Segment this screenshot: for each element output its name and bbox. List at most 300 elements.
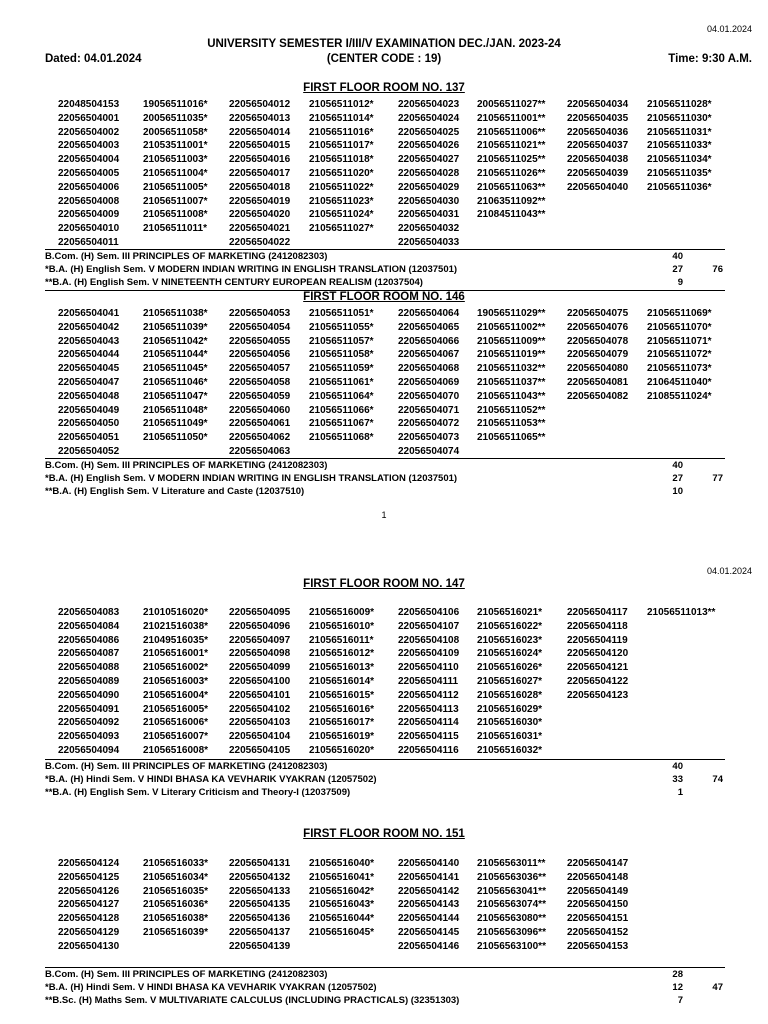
roll-number: 21056511018* xyxy=(309,154,374,166)
roll-number: 21056511001** xyxy=(477,112,546,124)
roll-number: 21056511030* xyxy=(647,112,712,124)
roll-number: 21056511002** xyxy=(477,321,546,333)
roll-number: 20056511035* xyxy=(143,112,208,124)
roll-number: 22056504012 xyxy=(229,99,291,110)
roll-number: 21085511024* xyxy=(647,390,712,402)
roll-number: 21056516005* xyxy=(143,703,209,715)
roll-number: 22056504021 xyxy=(229,223,291,235)
room-total: 76 xyxy=(712,264,723,275)
roll-number: 20056511058* xyxy=(143,126,208,138)
roll-number: 21056516006* xyxy=(143,717,209,729)
roll-number: 22056504089 xyxy=(58,675,120,687)
course-count: 40 xyxy=(672,251,683,262)
roll-number: 21056516027* xyxy=(477,675,543,687)
roll-number: 22056504038 xyxy=(567,154,629,166)
roll-number: 21056511011* xyxy=(143,223,207,235)
roll-number: 21056511057* xyxy=(309,335,374,347)
roll-number: 22056504049 xyxy=(58,404,120,416)
roll-number: 21056516009* xyxy=(309,607,375,618)
course-count: 27 xyxy=(672,473,683,484)
roll-number: 22056504105 xyxy=(229,744,291,756)
roll-number: 21056511008* xyxy=(143,209,208,221)
roll-number: 21056511051* xyxy=(309,308,374,319)
roll-number: 22056504110 xyxy=(398,662,459,674)
roll-number: 22056504059 xyxy=(229,390,291,402)
roll-number: 22056504113 xyxy=(398,703,459,715)
roll-number: 22056504126 xyxy=(58,885,120,897)
roll-number: 21056516034* xyxy=(143,871,209,883)
roll-column xyxy=(398,98,459,250)
roll-number: 22056504069 xyxy=(398,376,460,388)
roll-number: 22056504121 xyxy=(567,662,629,674)
roll-number: 22056504003 xyxy=(58,140,120,152)
roll-number: 21056516028* xyxy=(477,689,543,701)
roll-number: 22056504104 xyxy=(229,731,291,743)
roll-number: 22056504025 xyxy=(398,126,460,138)
course-count: 12 xyxy=(672,982,683,993)
course-count: 10 xyxy=(672,486,683,497)
roll-column xyxy=(143,857,208,940)
course-label: **B.A. (H) English Sem. V Literary Criticism and Theory-I (12037509) xyxy=(45,787,351,798)
roll-number: 21056511069* xyxy=(647,308,712,319)
roll-number: 21056516039* xyxy=(143,926,209,938)
roll-number: 21056511024* xyxy=(309,209,374,221)
summary-row xyxy=(45,263,725,276)
summary-row xyxy=(45,760,725,773)
center-code: (CENTER CODE : 19) xyxy=(326,53,442,65)
roll-number: 19056511029** xyxy=(477,308,546,319)
summary-row xyxy=(45,459,725,472)
roll-number: 21056516004* xyxy=(143,689,209,701)
summary-row xyxy=(45,773,725,786)
dated-label: Dated: 04.01.2024 xyxy=(45,53,142,65)
roll-number: 21056511017* xyxy=(309,140,374,152)
room-summary xyxy=(45,968,725,1007)
roll-number: 20056511027** xyxy=(477,99,546,110)
room-total: 47 xyxy=(712,982,723,993)
roll-number: 22056504075 xyxy=(567,308,629,319)
roll-number: 21056516044* xyxy=(309,913,375,925)
page-date: 04.01.2024 xyxy=(706,24,752,34)
roll-number: 21056511070* xyxy=(647,321,712,333)
roll-number: 22056504142 xyxy=(398,885,460,897)
roll-number: 21056511006** xyxy=(477,126,546,138)
roll-number: 22056504097 xyxy=(229,634,291,646)
roll-number: 21056511013** xyxy=(647,607,716,618)
roll-number: 22056504094 xyxy=(58,744,120,756)
roll-number: 22056504026 xyxy=(398,140,460,152)
roll-number: 21056511003* xyxy=(143,154,208,166)
roll-column xyxy=(647,98,712,195)
roll-number: 21056511073* xyxy=(647,363,712,375)
roll-number: 22056504151 xyxy=(567,913,629,925)
roll-number: 21056563036** xyxy=(477,871,546,883)
roll-number: 22056504045 xyxy=(58,363,120,375)
roll-number: 21056516032* xyxy=(477,744,543,756)
roll-number: 21056511035* xyxy=(647,167,712,179)
roll-number: 22056504087 xyxy=(58,648,120,660)
summary-row xyxy=(45,994,725,1007)
course-label: *B.A. (H) Hindi Sem. V HINDI BHASA KA VEVHARIK VYAKRAN (12057502) xyxy=(45,774,377,785)
roll-number: 22056504027 xyxy=(398,154,460,166)
roll-number: 21056511045* xyxy=(143,363,208,375)
course-label: **B.A. (H) English Sem. V Literature and Caste (12037510) xyxy=(45,486,305,497)
roll-number: 21056516020* xyxy=(309,744,375,756)
roll-number: 21056516002* xyxy=(143,662,209,674)
course-label: **B.Sc. (H) Maths Sem. V MULTIVARIATE CALCULUS (INCLUDING PRACTICALS) (32351303) xyxy=(45,995,460,1006)
roll-number: 22056504153 xyxy=(567,940,629,952)
course-count: 40 xyxy=(672,460,683,471)
roll-number: 22056504072 xyxy=(398,418,460,430)
roll-number: 22056504001 xyxy=(58,112,120,124)
roll-number: 21056511049* xyxy=(143,418,208,430)
roll-number: 21056511014* xyxy=(309,112,374,124)
roll-number: 21056511067* xyxy=(309,418,374,430)
roll-number: 19056511016* xyxy=(143,99,208,110)
roll-column xyxy=(477,857,546,954)
roll-number: 22056504028 xyxy=(398,167,460,179)
roll-number: 22056504090 xyxy=(58,689,120,701)
roll-number: 21056511028* xyxy=(647,99,712,110)
roll-number: 22056504044 xyxy=(58,349,120,361)
roll-number: 22056504032 xyxy=(398,223,460,235)
course-label: B.Com. (H) Sem. III PRINCIPLES OF MARKETING (2412082303) xyxy=(45,251,328,262)
roll-number: 22056504073 xyxy=(398,432,460,444)
page-number: 1 xyxy=(381,510,387,520)
roll-number: 22056504042 xyxy=(58,321,120,333)
roll-number: 21056511033* xyxy=(647,140,712,152)
roll-number: 22056504076 xyxy=(567,321,629,333)
roll-number: 22056504019 xyxy=(229,195,291,207)
roll-number: 22056504061 xyxy=(229,418,291,430)
roll-number: 21056516007* xyxy=(143,731,209,743)
roll-number: 22056504058 xyxy=(229,376,291,388)
roll-number: 21056511052** xyxy=(477,404,546,416)
roll-number: 22056504088 xyxy=(58,662,120,674)
room-total: 77 xyxy=(712,473,723,484)
roll-number: 21056563096** xyxy=(477,926,546,938)
roll-number: 21056511065** xyxy=(477,432,546,444)
roll-number: 22048504153 xyxy=(58,99,120,110)
roll-number: 22056504112 xyxy=(398,689,459,701)
roll-number: 21056516019* xyxy=(309,731,375,743)
roll-number: 21056511007* xyxy=(143,195,208,207)
course-label: B.Com. (H) Sem. III PRINCIPLES OF MARKETING (2412082303) xyxy=(45,969,328,980)
roll-number: 22056504146 xyxy=(398,940,460,952)
roll-number: 21056511042* xyxy=(143,335,208,347)
roll-number: 22056504022 xyxy=(229,236,291,248)
roll-number: 22056504127 xyxy=(58,899,120,911)
roll-number: 21056516026* xyxy=(477,662,543,674)
roll-number: 21056516040* xyxy=(309,858,375,869)
roll-number: 22056504120 xyxy=(567,648,629,660)
roll-number: 21056511012* xyxy=(309,99,374,110)
room-summary xyxy=(45,760,725,799)
room-title: FIRST FLOOR ROOM NO. 147 xyxy=(303,578,465,590)
roll-number: 21010516020* xyxy=(143,607,209,618)
roll-column xyxy=(229,307,290,459)
roll-number: 22056504152 xyxy=(567,926,629,938)
roll-number: 21049516035* xyxy=(143,634,209,646)
roll-number: 21056511058* xyxy=(309,349,374,361)
roll-number: 21056516010* xyxy=(309,620,375,632)
roll-number: 22056504063 xyxy=(229,445,291,457)
roll-number: 21056511025** xyxy=(477,154,546,166)
roll-number: 22056504035 xyxy=(567,112,629,124)
roll-number: 22056504091 xyxy=(58,703,120,715)
roll-number: 22056504033 xyxy=(398,236,460,248)
roll-number: 21021516038* xyxy=(143,620,209,632)
roll-number: 21056511053** xyxy=(477,418,546,430)
course-count: 1 xyxy=(677,787,683,798)
roll-column xyxy=(647,606,715,620)
roll-number: 22056504006 xyxy=(58,181,120,193)
roll-number: 21056511061* xyxy=(309,376,374,388)
roll-number: 22056504009 xyxy=(58,209,120,221)
roll-number: 22056504054 xyxy=(229,321,291,333)
roll-column xyxy=(398,606,459,758)
roll-number: 22056504103 xyxy=(229,717,291,729)
course-count: 33 xyxy=(672,774,683,785)
roll-number: 21056511019** xyxy=(477,349,546,361)
roll-number: 22056504015 xyxy=(229,140,291,152)
exam-time: Time: 9:30 A.M. xyxy=(668,53,752,65)
roll-number: 22056504024 xyxy=(398,112,460,124)
roll-number: 21053511001* xyxy=(143,140,208,152)
roll-number: 22056504150 xyxy=(567,899,629,911)
course-count: 27 xyxy=(672,264,683,275)
roll-column xyxy=(309,606,374,758)
roll-number: 21056511004* xyxy=(143,167,208,179)
course-label: *B.A. (H) English Sem. V MODERN INDIAN WRITING IN ENGLISH TRANSLATION (12037501) xyxy=(45,264,458,275)
exam-title: UNIVERSITY SEMESTER I/III/V EXAMINATION DEC./JAN. 2023-24 xyxy=(207,38,561,50)
roll-number: 22056504020 xyxy=(229,209,291,221)
roll-number: 22056504141 xyxy=(398,871,460,883)
roll-number: 21056516003* xyxy=(143,675,209,687)
roll-column xyxy=(143,606,208,758)
roll-column xyxy=(477,307,545,445)
roll-number: 22056504004 xyxy=(58,154,120,166)
roll-number: 21056516031* xyxy=(477,731,543,743)
course-count: 28 xyxy=(672,969,683,980)
roll-number: 22056504034 xyxy=(567,99,629,110)
roll-number: 21056511044* xyxy=(143,349,208,361)
roll-number: 21056511064* xyxy=(309,390,374,402)
roll-number: 22056504143 xyxy=(398,899,460,911)
roll-number: 21056516013* xyxy=(309,662,375,674)
roll-number: 22056504148 xyxy=(567,871,629,883)
roll-number: 22056504117 xyxy=(567,607,628,618)
roll-number: 22056504074 xyxy=(398,445,460,457)
roll-number: 22056504039 xyxy=(567,167,629,179)
roll-column xyxy=(567,307,628,404)
roll-number: 22056504079 xyxy=(567,349,629,361)
roll-number: 22056504132 xyxy=(229,871,291,883)
roll-number: 21056563080** xyxy=(477,913,546,925)
roll-number: 22056504008 xyxy=(58,195,120,207)
roll-column xyxy=(58,606,119,758)
roll-column xyxy=(143,307,208,445)
roll-number: 21056511005* xyxy=(143,181,208,193)
roll-number: 21056516029* xyxy=(477,703,543,715)
roll-number: 21056516042* xyxy=(309,885,375,897)
roll-number: 22056504040 xyxy=(567,181,629,193)
summary-row xyxy=(45,485,725,498)
roll-number: 22056504084 xyxy=(58,620,120,632)
roll-number: 21056516030* xyxy=(477,717,543,729)
roll-number: 21056511026** xyxy=(477,167,546,179)
roll-number: 22056504100 xyxy=(229,675,291,687)
roll-column xyxy=(647,307,712,404)
roll-number: 21056511027* xyxy=(309,223,374,235)
roll-column xyxy=(477,98,545,222)
roll-number: 22056504002 xyxy=(58,126,120,138)
roll-number: 21063511092** xyxy=(477,195,546,207)
roll-column xyxy=(143,98,208,236)
roll-number: 22056504133 xyxy=(229,885,291,897)
roll-number: 22056504137 xyxy=(229,926,291,938)
roll-number: 22056504066 xyxy=(398,335,460,347)
roll-column xyxy=(229,857,290,954)
roll-number: 22056504098 xyxy=(229,648,291,660)
roll-number: 21056511059* xyxy=(309,363,374,375)
roll-number: 22056504093 xyxy=(58,731,120,743)
roll-column xyxy=(58,857,119,954)
roll-number: 21056511037** xyxy=(477,376,546,388)
room-title: FIRST FLOOR ROOM NO. 137 xyxy=(303,82,465,94)
roll-number: 22056504115 xyxy=(398,731,459,743)
roll-number: 21056511046* xyxy=(143,376,208,388)
summary-row xyxy=(45,276,725,289)
roll-number: 21056516008* xyxy=(143,744,209,756)
roll-number: 22056504053 xyxy=(229,308,291,319)
roll-column xyxy=(229,98,290,250)
roll-number: 22056504052 xyxy=(58,445,120,457)
roll-number: 21056516041* xyxy=(309,871,375,883)
roll-number: 21056516023* xyxy=(477,634,543,646)
roll-number: 22056504078 xyxy=(567,335,629,347)
roll-number: 21056511038* xyxy=(143,308,208,319)
roll-number: 21056511009** xyxy=(477,335,546,347)
roll-number: 22056504106 xyxy=(398,607,460,618)
roll-number: 21056511016* xyxy=(309,126,374,138)
roll-number: 21056516017* xyxy=(309,717,375,729)
roll-number: 22056504129 xyxy=(58,926,120,938)
roll-number: 22056504111 xyxy=(398,675,459,687)
roll-number: 22056504136 xyxy=(229,913,291,925)
roll-column xyxy=(398,307,459,459)
roll-number: 22056504017 xyxy=(229,167,291,179)
roll-number: 22056504149 xyxy=(567,885,629,897)
roll-number: 22056504096 xyxy=(229,620,291,632)
roll-number: 22056504140 xyxy=(398,858,460,869)
roll-number: 21056511071* xyxy=(647,335,712,347)
roll-column xyxy=(58,98,119,250)
roll-number: 21056511021** xyxy=(477,140,546,152)
roll-number: 22056504064 xyxy=(398,308,460,319)
roll-number: 21056511039* xyxy=(143,321,208,333)
roll-number: 21056516021* xyxy=(477,607,543,618)
roll-number: 21056516033* xyxy=(143,858,209,869)
roll-number: 21056511023* xyxy=(309,195,374,207)
roll-number: 22056504067 xyxy=(398,349,460,361)
roll-column xyxy=(229,606,290,758)
roll-number: 22056504055 xyxy=(229,335,291,347)
roll-number: 22056504109 xyxy=(398,648,460,660)
roll-number: 21056511034* xyxy=(647,154,712,166)
roll-number: 21056516012* xyxy=(309,648,375,660)
roll-number: 21056516022* xyxy=(477,620,543,632)
roll-number: 21056511048* xyxy=(143,404,208,416)
roll-number: 22056504036 xyxy=(567,126,629,138)
roll-number: 22056504086 xyxy=(58,634,120,646)
roll-number: 22056504013 xyxy=(229,112,291,124)
roll-number: 22056504099 xyxy=(229,662,291,674)
roll-column xyxy=(398,857,459,954)
roll-number: 22056504070 xyxy=(398,390,460,402)
roll-number: 21056511068* xyxy=(309,432,374,444)
roll-number: 22056504056 xyxy=(229,349,291,361)
course-label: *B.A. (H) Hindi Sem. V HINDI BHASA KA VEVHARIK VYAKRAN (12057502) xyxy=(45,982,377,993)
room-summary xyxy=(45,459,725,498)
roll-number: 21056511036* xyxy=(647,181,712,193)
roll-number: 22056504114 xyxy=(398,717,459,729)
roll-number: 22056504051 xyxy=(58,432,120,444)
roll-number: 22056504023 xyxy=(398,99,460,110)
room-summary xyxy=(45,250,725,289)
roll-column xyxy=(567,98,628,195)
roll-number: 22056504122 xyxy=(567,675,629,687)
roll-number: 21056516001* xyxy=(143,648,209,660)
roll-number: 21056516045* xyxy=(309,926,375,938)
roll-number: 22056504050 xyxy=(58,418,120,430)
roll-number: 21056516035* xyxy=(143,885,209,897)
roll-number: 22056504030 xyxy=(398,195,460,207)
roll-number: 21056511020* xyxy=(309,167,374,179)
roll-number: 21056511032** xyxy=(477,363,546,375)
roll-number: 22056504145 xyxy=(398,926,460,938)
course-label: B.Com. (H) Sem. III PRINCIPLES OF MARKETING (2412082303) xyxy=(45,761,328,772)
summary-row xyxy=(45,786,725,799)
roll-number: 21056516016* xyxy=(309,703,375,715)
roll-number: 21056511031* xyxy=(647,126,712,138)
roll-column xyxy=(309,98,374,236)
roll-number: 21056511022* xyxy=(309,181,374,193)
roll-column xyxy=(477,606,542,758)
course-label: B.Com. (H) Sem. III PRINCIPLES OF MARKETING (2412082303) xyxy=(45,460,328,471)
roll-number: 22056504125 xyxy=(58,871,120,883)
course-count: 40 xyxy=(672,761,683,772)
course-count: 9 xyxy=(677,277,683,288)
roll-number: 22056504108 xyxy=(398,634,460,646)
course-label: *B.A. (H) English Sem. V MODERN INDIAN WRITING IN ENGLISH TRANSLATION (12037501) xyxy=(45,473,458,484)
roll-number: 22056504068 xyxy=(398,363,460,375)
roll-number: 21056516024* xyxy=(477,648,543,660)
roll-number: 22056504014 xyxy=(229,126,291,138)
roll-column xyxy=(567,606,628,703)
roll-number: 22056504081 xyxy=(567,376,629,388)
roll-number: 22056504147 xyxy=(567,858,629,869)
roll-number: 21056516036* xyxy=(143,899,209,911)
roll-number: 22056504005 xyxy=(58,167,120,179)
roll-number: 22056504144 xyxy=(398,913,460,925)
roll-number: 22056504011 xyxy=(58,236,119,248)
roll-number: 22056504043 xyxy=(58,335,120,347)
page-date: 04.01.2024 xyxy=(706,566,752,576)
roll-number: 21056511066* xyxy=(309,404,374,416)
roll-number: 22056504107 xyxy=(398,620,460,632)
roll-number: 21064511040* xyxy=(647,376,712,388)
